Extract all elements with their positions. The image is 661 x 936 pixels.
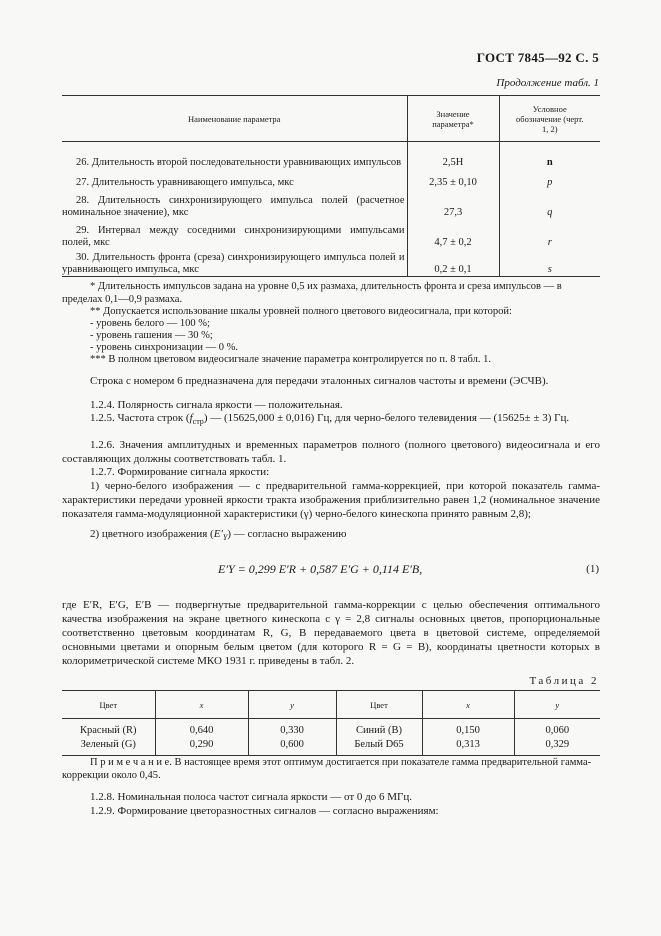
x-cell: 0,313 [422, 737, 514, 756]
color-cell: Красный (R) [80, 725, 137, 736]
paragraph-1-2-7-item-1: 1) черно-белого изображения — с предварительной гамма-коррекцией, при которой показатель гамма-характеристики передачи уровней яркости тракта изображения приблизительно равен 1,2 (номинальное значение показателя гамма-модуляционной характеристики (γ) черно-белого кинескопа принято равным 2,8); [62, 480, 600, 520]
paragraph-1-2-6: 1.2.6. Значения амплитудных и временных параметров полного (полного цветового) видеосигнала и его составляющих должны соответствовать табл. 1. [62, 439, 600, 465]
param-symbol: r [499, 219, 600, 249]
col-header-value: Значение параметра* [407, 96, 499, 142]
param-symbol: s [499, 249, 600, 277]
paragraph-line6: Строка с номером 6 предназначена для передачи эталонных сигналов частоты и времени (ЭСЧВ). [90, 375, 549, 387]
color-cell: Зеленый (G) [62, 737, 155, 756]
table-continuation-label: Продолжение табл. 1 [496, 77, 599, 89]
col-header-color: Цвет [62, 691, 155, 719]
equation-number: (1) [586, 563, 599, 575]
footnote-3: *** В полном цветовом видеосигнале значение параметра контролируется по п. 8 табл. 1. [90, 354, 491, 365]
footnote-divider [62, 276, 150, 277]
col-header-y: y [514, 691, 600, 719]
col-header-symbol: Условное обозначение (черт. 1, 2) [499, 96, 600, 142]
y-cell: 0,329 [514, 737, 600, 756]
param-name: 27. Длительность уравнивающего импульса, мкс [76, 176, 294, 188]
paragraph-1-2-4: 1.2.4. Полярность сигнала яркости — положительная. [90, 399, 343, 411]
paragraph-1-2-8: 1.2.8. Номинальная полоса частот сигнала яркости — от 0 до 6 МГц. [90, 791, 413, 803]
table-row [62, 219, 600, 249]
footnote-2: ** Допускается использование шкалы уровней полного цветового видеосигнала, при которой: [90, 306, 512, 317]
color-cell: Белый D65 [336, 737, 422, 756]
table-row [62, 189, 600, 219]
x-cell: 0,290 [155, 737, 248, 756]
footnote-2-item: - уровень гашения — 30 %; [90, 330, 213, 341]
param-value: 0,2 ± 0,1 [407, 249, 499, 277]
col-header-color: Цвет [336, 691, 422, 719]
footnote-2-item: - уровень белого — 100 %; [90, 318, 210, 329]
param-value: 4,7 ± 0,2 [407, 219, 499, 249]
param-name: 28. Длительность синхронизирующего импульса полей (расчетное номинальное значение), мкс [62, 194, 405, 218]
param-symbol: q [499, 189, 600, 219]
param-symbol: p [499, 169, 600, 189]
footnote-2-item: - уровень синхронизации — 0 %. [90, 342, 239, 353]
paragraph-where: где E′R, E′G, E′B — подвергнутые предварительной гамма-коррекции с целью обеспечения оптимального качества изображения на экране цветного кинескопа с γ = 2,8 сигналы основных цветов, пропорциональные соответственно цветовым координатам R, G, B передаваемого цвета в цветовой системе, определяемой основными цветами и опорным белым цветом (для которого R = G = B), координаты цветности которых в колориметрической системе МКО 1931 г. приведены в табл. 2. [62, 599, 600, 667]
col-header-name: Наименование параметра [62, 96, 407, 142]
x-cell: 0,150 [422, 719, 514, 738]
table-row [62, 249, 600, 277]
param-name: 29. Интервал между соседними синхронизирующими импульсами полей, мкс [62, 224, 405, 248]
color-cell: Синий (B) [336, 719, 422, 738]
param-name: 26. Длительность второй последовательности уравнивающих импульсов [76, 156, 402, 168]
y-cell: 0,330 [248, 719, 336, 738]
param-value: 2,35 ± 0,10 [407, 169, 499, 189]
footnote-1: * Длительность импульсов задана на уровне 0,5 их размаха, длительность фронта и среза импульсов — в пределах 0,1—0,9 размаха. [62, 281, 562, 305]
table-2-caption: Таблица 2 [529, 675, 599, 687]
y-cell: 0,600 [248, 737, 336, 756]
table-row [62, 719, 600, 738]
paragraph-1-2-7-item-2: 2) цветного изображения $(E'_Y)$ — согласно выражению [90, 528, 347, 543]
page-header: ГОСТ 7845—92 С. 5 [476, 50, 599, 65]
col-header-x: x [422, 691, 514, 719]
parameters-table [62, 95, 600, 277]
paragraph-1-2-5: 1.2.5. Частота строк $(f_{стр})$ — (15625,000 ± 0,016) Гц, для черно-белого телевидения — (15625± ± 3) Гц. [90, 412, 570, 427]
param-value: 2,5H [407, 142, 499, 169]
param-value: 27,3 [407, 189, 499, 219]
paragraph-1-2-9: 1.2.9. Формирование цветоразностных сигналов — согласно выражениям: [90, 805, 439, 817]
x-cell: 0,640 [155, 719, 248, 738]
paragraph-1-2-7: 1.2.7. Формирование сигнала яркости: [90, 466, 270, 478]
param-symbol: n [499, 142, 600, 169]
equation-1: E′Y = 0,299 E′R + 0,587 E′G + 0,114 E′B, [218, 562, 423, 576]
chromaticity-table [62, 690, 600, 756]
table-note: П р и м е ч а н и е. В настоящее время этот оптимум достигается при показателе гамма предварительной гамма-коррекции около 0,45. [62, 757, 592, 781]
col-header-x: x [155, 691, 248, 719]
col-header-y: y [248, 691, 336, 719]
table-row [62, 169, 600, 189]
table-row [62, 737, 600, 756]
table-row [62, 142, 600, 169]
y-cell: 0,060 [514, 719, 600, 738]
param-name: 30. Длительность фронта (среза) синхронизирующего импульса полей и уравнивающего импульса, мкс [62, 249, 407, 277]
